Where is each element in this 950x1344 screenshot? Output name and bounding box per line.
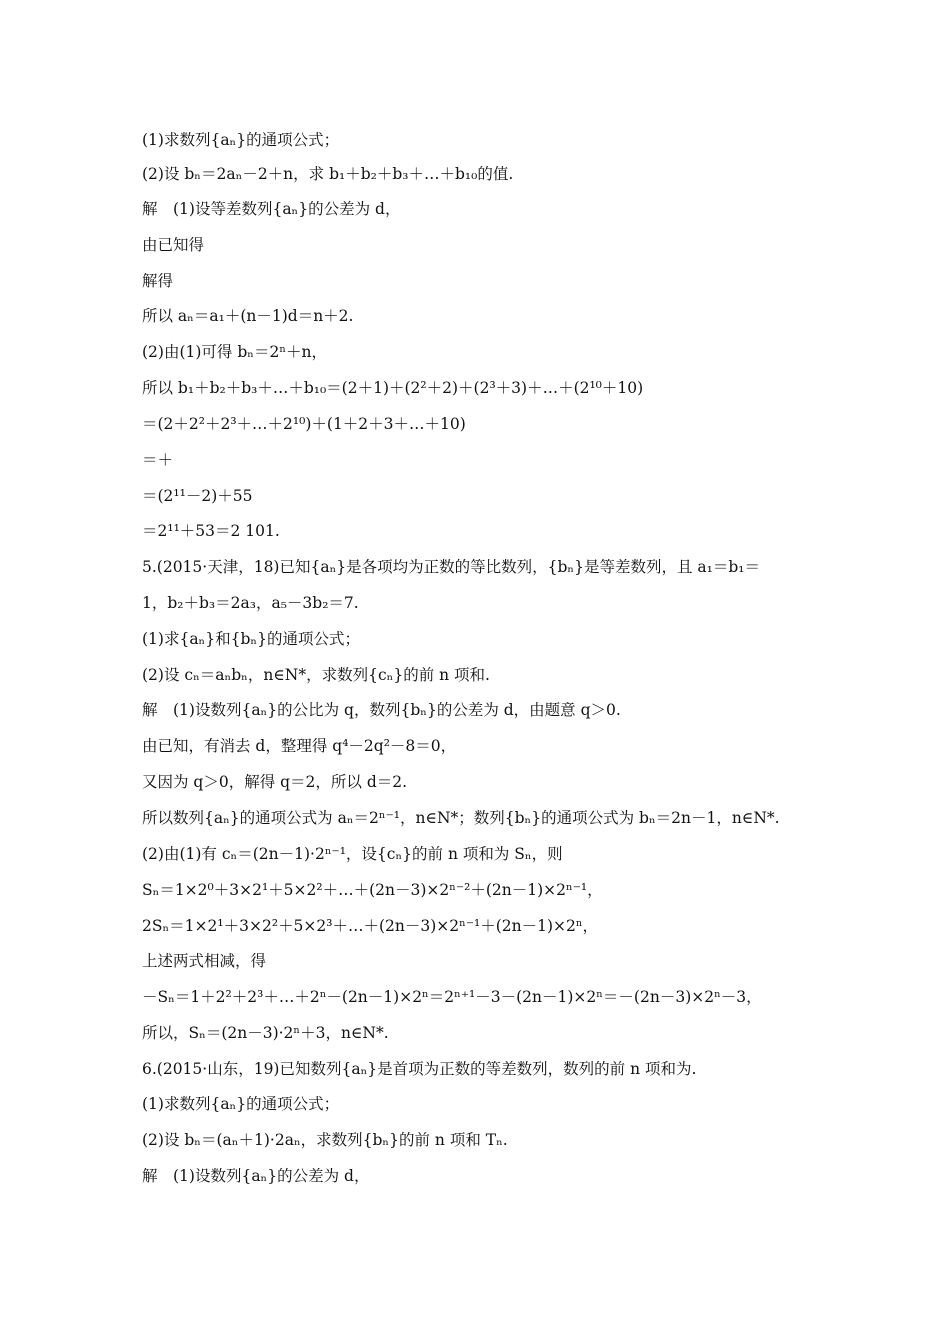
text-line: 解 (1)设数列{aₙ}的公比为 q，数列{bₙ}的公差为 d，由题意 q＞0. [142,701,621,719]
text-line: －Sₙ＝1＋2²＋2³＋…＋2ⁿ－(2n－1)×2ⁿ＝2ⁿ⁺¹－3－(2n－1)×2ⁿ＝－(2n－3)×2ⁿ－3， [142,988,762,1006]
text-line: 上述两式相减，得 [142,952,267,970]
text-line: (2)设 bₙ＝2aₙ－2＋n，求 b₁＋b₂＋b₃＋…＋b₁₀的值. [142,165,514,183]
text-line: 2Sₙ＝1×2¹＋3×2²＋5×2³＋…＋(2n－3)×2ⁿ⁻¹＋(2n－1)×2ⁿ， [142,917,599,935]
text-line: 所以，Sₙ＝(2n－3)·2ⁿ＋3，n∈N*. [142,1024,389,1042]
text-line: (2)由(1)有 cₙ＝(2n－1)·2ⁿ⁻¹，设{cₙ}的前 n 项和为 Sₙ，则 [142,845,563,863]
text-line: 所以数列{aₙ}的通项公式为 aₙ＝2ⁿ⁻¹，n∈N*；数列{bₙ}的通项公式为 bₙ＝2n－1，n∈N*. [142,809,780,827]
text-line: (1)求数列{aₙ}的通项公式； [142,1095,340,1113]
text-line: 解得 [142,272,174,290]
text-line: 1，b₂＋b₃＝2a₃，a₅－3b₂＝7. [142,594,359,612]
text-line: 解 (1)设等差数列{aₙ}的公差为 d， [142,200,401,218]
text-line: ＝(2＋2²＋2³＋…＋2¹⁰)＋(1＋2＋3＋…＋10) [142,415,466,433]
text-line: 由已知，有消去 d，整理得 q⁴－2q²－8＝0， [142,737,457,755]
text-line: ＝＋ [142,451,174,469]
text-line: ＝(2¹¹－2)＋55 [142,487,253,505]
text-line: 由已知得 [142,236,205,254]
text-line: 解 (1)设数列{aₙ}的公差为 d， [142,1167,370,1185]
text-line: (2)设 bₙ＝(aₙ＋1)·2aₙ，求数列{bₙ}的前 n 项和 Tₙ. [142,1131,508,1149]
text-line: 所以 b₁＋b₂＋b₃＋…＋b₁₀＝(2＋1)＋(2²＋2)＋(2³＋3)＋…＋(2¹⁰＋10) [142,379,644,397]
text-line: (1)求数列{aₙ}的通项公式； [142,131,340,149]
text-line: (1)求{aₙ}和{bₙ}的通项公式； [142,630,360,648]
problem-5-heading: 5.(2015·天津，18)已知{aₙ}是各项均为正数的等比数列，{bₙ}是等差数列，且 a₁＝b₁＝ [142,558,761,576]
text-line: Sₙ＝1×2⁰＋3×2¹＋5×2²＋…＋(2n－3)×2ⁿ⁻²＋(2n－1)×2ⁿ⁻¹， [142,881,603,899]
text-line: 所以 aₙ＝a₁＋(n－1)d＝n＋2. [142,307,354,325]
problem-6-heading: 6.(2015·山东，19)已知数列{aₙ}是首项为正数的等差数列，数列的前 n 项和为. [142,1060,697,1078]
text-line: 又因为 q＞0，解得 q＝2，所以 d＝2. [142,773,408,791]
text-line: (2)设 cₙ＝aₙbₙ，n∈N*，求数列{cₙ}的前 n 项和. [142,666,490,684]
text-line: (2)由(1)可得 bₙ＝2ⁿ＋n， [142,343,328,361]
text-line: ＝2¹¹＋53＝2 101. [142,522,280,540]
